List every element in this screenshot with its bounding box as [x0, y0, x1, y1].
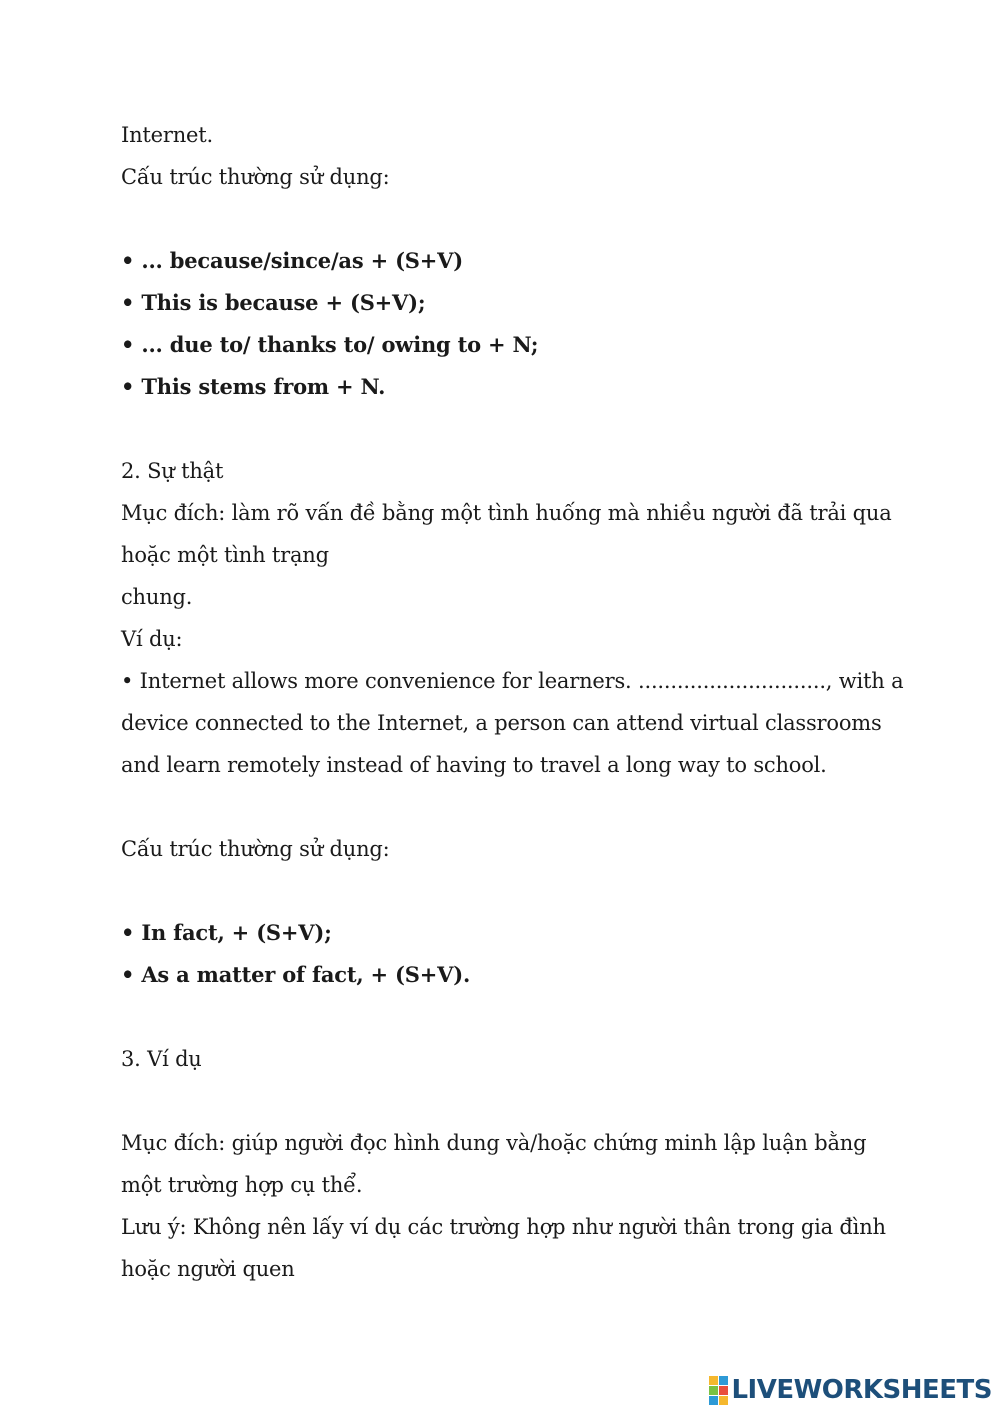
section-heading: 3. Ví dụ	[121, 1047, 202, 1071]
blank-line	[121, 870, 881, 912]
section-heading: 2. Sự thật	[121, 459, 224, 483]
blank-line	[121, 786, 881, 828]
structure-item: • In fact, + (S+V);	[121, 920, 332, 945]
text-line: hoặc một tình trạng	[121, 543, 329, 567]
structure-item: • As a matter of fact, + (S+V).	[121, 962, 471, 987]
text-line: một trường hợp cụ thể.	[121, 1173, 363, 1197]
blank-line	[121, 1080, 881, 1122]
blank-line	[121, 198, 881, 240]
text-line: Mục đích: làm rõ vấn đề bằng một tình huống mà nhiều người đã trải qua	[121, 501, 892, 525]
structure-item: • This stems from + N.	[121, 374, 386, 399]
structure-item: • This is because + (S+V);	[121, 290, 426, 315]
logo-text: LIVEWORKSHEETS	[731, 1375, 992, 1405]
example-line: device connected to the Internet, a person can attend virtual classrooms	[121, 711, 882, 735]
example-line: • Internet allows more convenience for learners. ............................., with a	[121, 669, 904, 693]
example-line: and learn remotely instead of having to travel a long way to school.	[121, 753, 827, 777]
logo-mark-icon	[709, 1376, 728, 1405]
document-body	[121, 114, 904, 1290]
text-line: Cấu trúc thường sử dụng:	[121, 165, 390, 189]
text-line: Cấu trúc thường sử dụng:	[121, 837, 390, 861]
blank-line	[121, 996, 881, 1038]
structure-item: • ... due to/ thanks to/ owing to + N;	[121, 332, 539, 357]
liveworksheets-logo	[709, 1373, 992, 1407]
structure-item: • ... because/since/as + (S+V)	[121, 248, 463, 273]
blank-line	[121, 408, 881, 450]
text-line: chung.	[121, 585, 193, 609]
text-line: Internet.	[121, 123, 213, 147]
text-line: Mục đích: giúp người đọc hình dung và/hoặc chứng minh lập luận bằng	[121, 1131, 867, 1155]
text-line: Ví dụ:	[121, 627, 183, 651]
text-line: Lưu ý: Không nên lấy ví dụ các trường hợp như người thân trong gia đình	[121, 1215, 886, 1239]
text-line: hoặc người quen	[121, 1257, 295, 1281]
